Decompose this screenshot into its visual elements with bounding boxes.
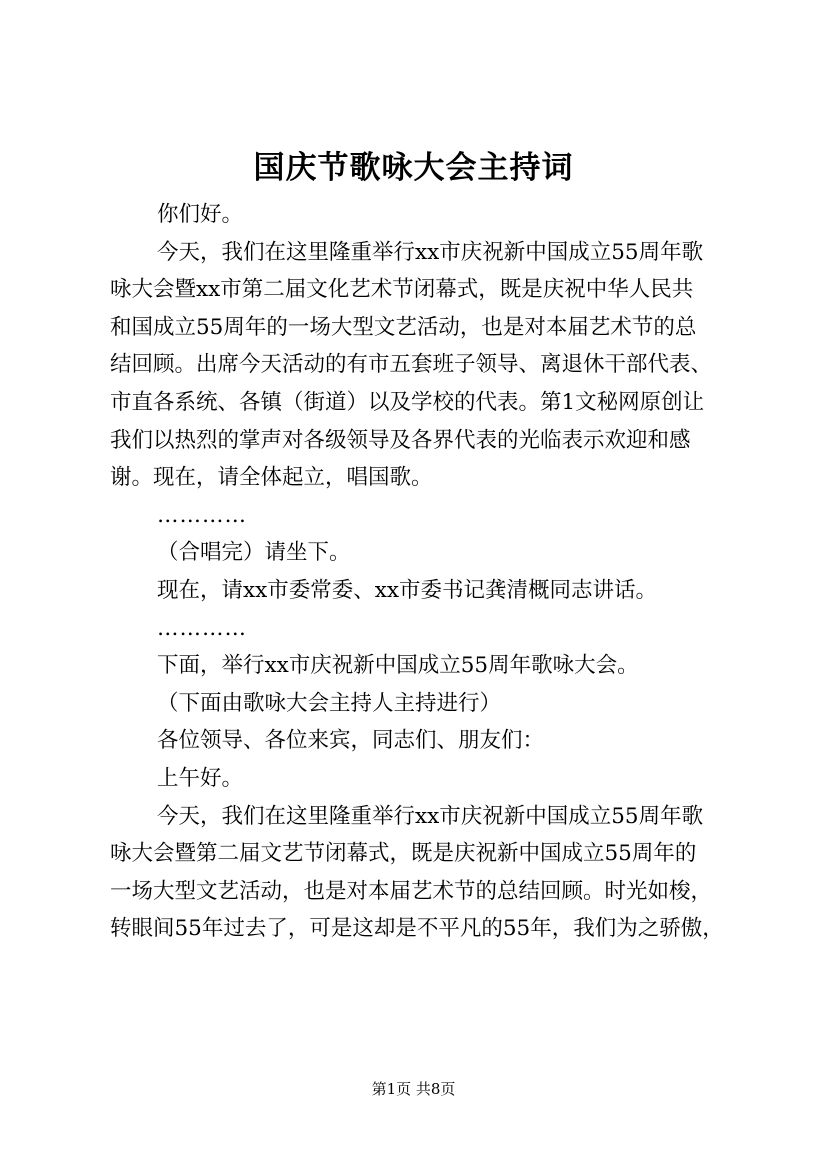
ellipsis-separator: ………… (157, 502, 247, 528)
paragraph-line: 一场大型文艺活动，也是对本届艺术节的总结回顾。时光如梭， (110, 878, 713, 904)
paragraph-line: 结回顾。出席今天活动的有市五套班子领导、离退休干部代表、 (110, 352, 713, 378)
paragraph-line: 今天，我们在这里隆重举行xx市庆祝新中国成立55周年歌 (157, 803, 704, 829)
ellipsis-separator: ………… (157, 615, 247, 641)
document-body (110, 196, 730, 948)
paragraph-line: 我们以热烈的掌声对各级领导及各界代表的光临表示欢迎和感 (110, 427, 691, 453)
paragraph-line: 下面，举行xx市庆祝新中国成立55周年歌咏大会。 (157, 653, 639, 679)
paragraph-line: 现在，请xx市委常委、xx市委书记龚清概同志讲话。 (157, 577, 658, 603)
paragraph (110, 647, 730, 685)
paragraph (110, 760, 730, 798)
document-title: 国庆节歌咏大会主持词 (253, 150, 574, 186)
paragraph-line: 上午好。 (157, 765, 244, 791)
paragraph-line: 和国成立55周年的一场大型文艺活动，也是对本届艺术节的总 (110, 314, 697, 340)
paragraph (110, 234, 730, 497)
paragraph-line: 咏大会暨第二届文艺节闭幕式，既是庆祝新中国成立55周年的 (110, 841, 697, 867)
paragraph-line: 谢。现在，请全体起立，唱国歌。 (110, 465, 433, 491)
paragraph (110, 685, 730, 723)
paragraph-line: 各位领导、各位来宾，同志们、朋友们： (157, 728, 545, 754)
paragraph-line: （合唱完）请坐下。 (157, 540, 351, 566)
paragraph-line: 咏大会暨xx市第二届文化艺术节闭幕式，既是庆祝中华人民共 (110, 277, 694, 303)
paragraph (110, 534, 730, 572)
paragraph (110, 572, 730, 610)
paragraph-line: 市直各系统、各镇（街道）以及学校的代表。第1文秘网原创让 (110, 389, 705, 415)
paragraph-line: 你们好。 (157, 202, 244, 227)
paragraph-line: 转眼间55年过去了，可是这却是不平凡的55年，我们为之骄傲， (110, 916, 724, 942)
paragraph (110, 196, 730, 234)
page-number-footer: 第1页 共8页 (371, 1080, 456, 1098)
paragraph-line: （下面由歌咏大会主持人主持进行） (157, 690, 502, 716)
paragraph (110, 798, 730, 948)
paragraph-line: 今天，我们在这里隆重举行xx市庆祝新中国成立55周年歌 (157, 239, 704, 265)
paragraph (110, 722, 730, 760)
